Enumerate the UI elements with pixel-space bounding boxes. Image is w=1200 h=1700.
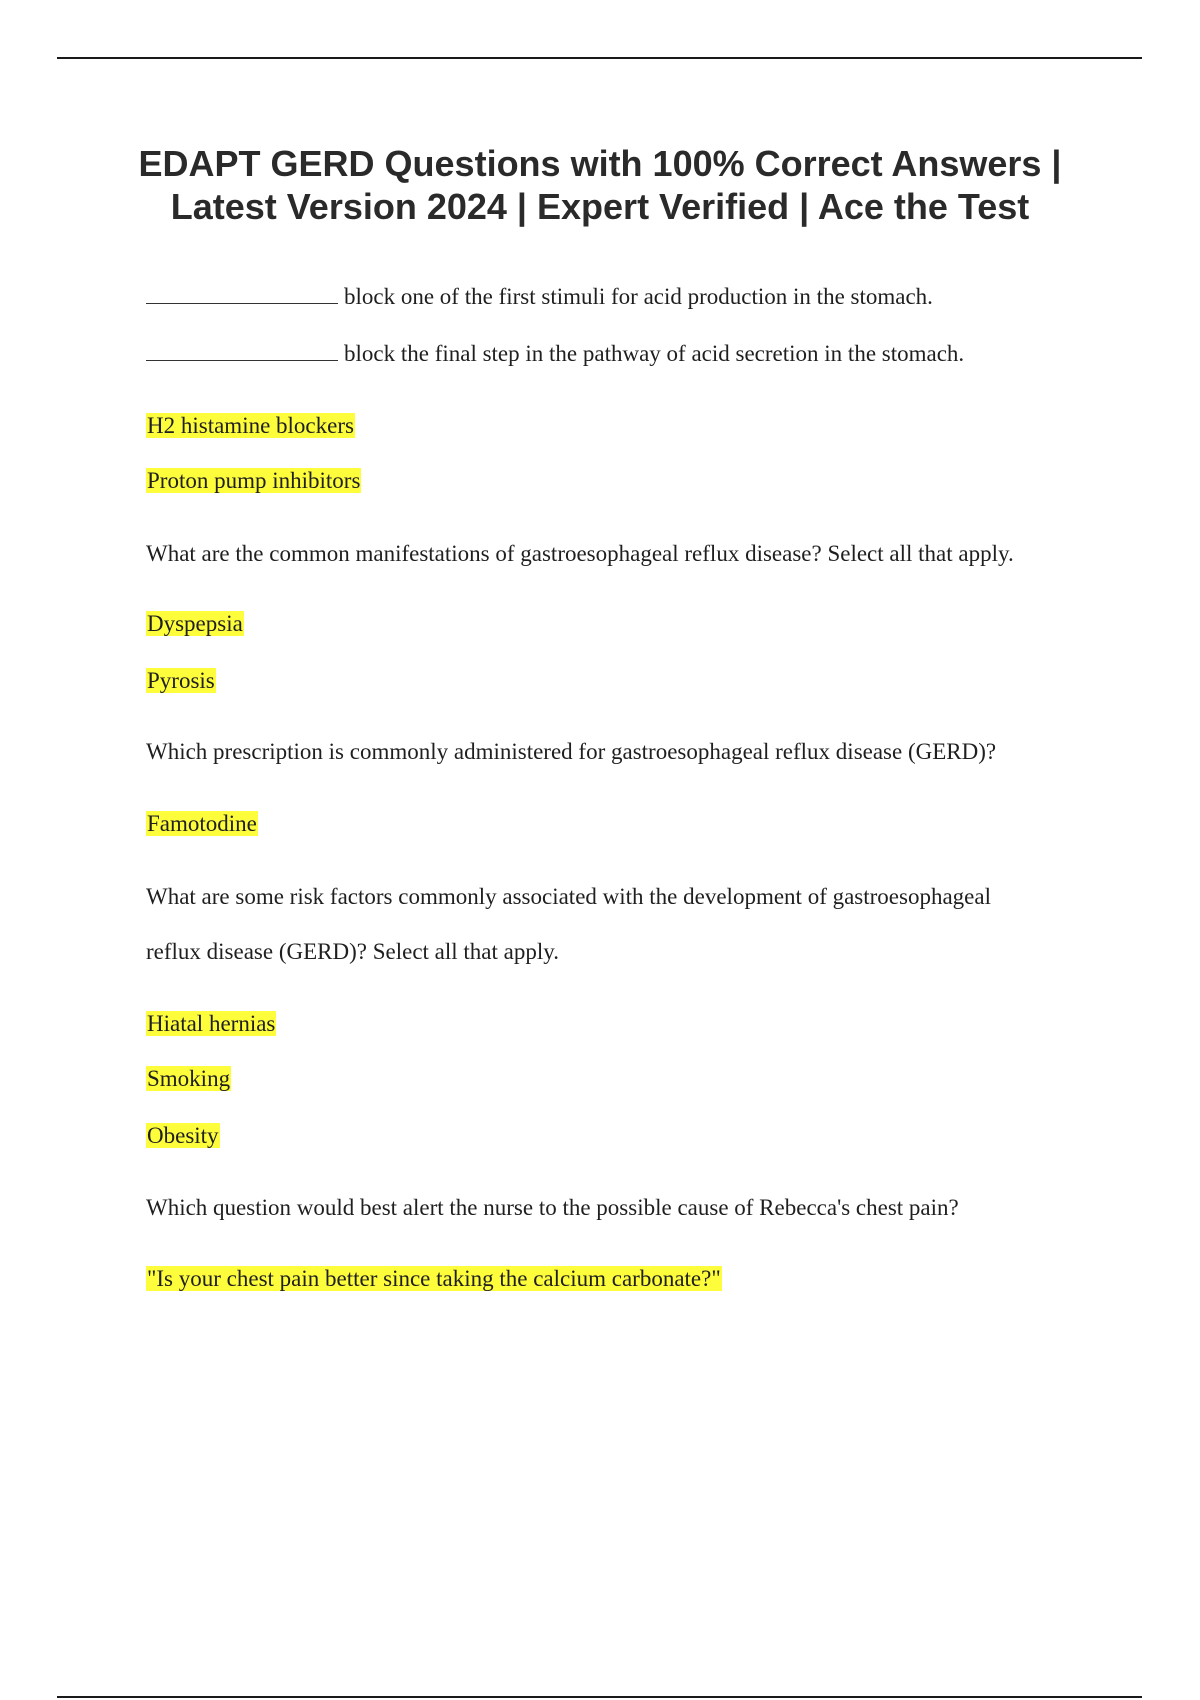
highlighted-answer: H2 histamine blockers — [147, 413, 354, 438]
highlighted-answer: "Is your chest pain better since taking the calcium carbonate?" — [147, 1266, 721, 1291]
highlighted-answer: Pyrosis — [147, 668, 215, 693]
bottom-rule — [57, 1696, 1142, 1698]
title-line-1: EDAPT GERD Questions with 100% Correct Answers | — [138, 143, 1062, 184]
answer-item — [146, 1122, 220, 1150]
question-text: Which prescription is commonly administered for gastroesophageal reflux disease (GERD)? — [146, 739, 997, 764]
top-rule — [57, 57, 1142, 59]
question-text-line-2: reflux disease (GERD)? Select all that apply. — [146, 939, 560, 964]
question-fill-blank-1 — [146, 283, 933, 311]
answer-item — [146, 610, 244, 638]
highlighted-answer: Obesity — [147, 1123, 219, 1148]
answer-item — [146, 1265, 722, 1293]
answer-item — [146, 1065, 231, 1093]
highlighted-answer: Proton pump inhibitors — [147, 468, 361, 493]
highlighted-answer: Famotodine — [147, 811, 257, 836]
answer-blank — [146, 283, 338, 304]
question-text: block the final step in the pathway of acid secretion in the stomach. — [344, 341, 965, 366]
answer-blank — [146, 340, 338, 361]
title-line-2: Latest Version 2024 | Expert Verified | Ace the Test — [170, 186, 1030, 227]
answer-item — [146, 467, 361, 495]
document-title — [100, 142, 1100, 228]
question-text: block one of the first stimuli for acid production in the stomach. — [344, 284, 933, 309]
question-text: Which question would best alert the nurse to the possible cause of Rebecca's chest pain? — [146, 1195, 959, 1220]
highlighted-answer: Dyspepsia — [147, 611, 243, 636]
answer-item — [146, 1010, 276, 1038]
answer-item — [146, 810, 258, 838]
question-text: What are the common manifestations of gastroesophageal reflux disease? Select all that apply. — [146, 541, 1014, 566]
question-fill-blank-2 — [146, 340, 964, 368]
highlighted-answer: Smoking — [147, 1066, 231, 1091]
question-text-line-1: What are some risk factors commonly associated with the development of gastroesophageal — [146, 884, 991, 909]
answer-item — [146, 667, 216, 695]
highlighted-answer: Hiatal hernias — [147, 1011, 276, 1036]
answer-item — [146, 412, 355, 440]
